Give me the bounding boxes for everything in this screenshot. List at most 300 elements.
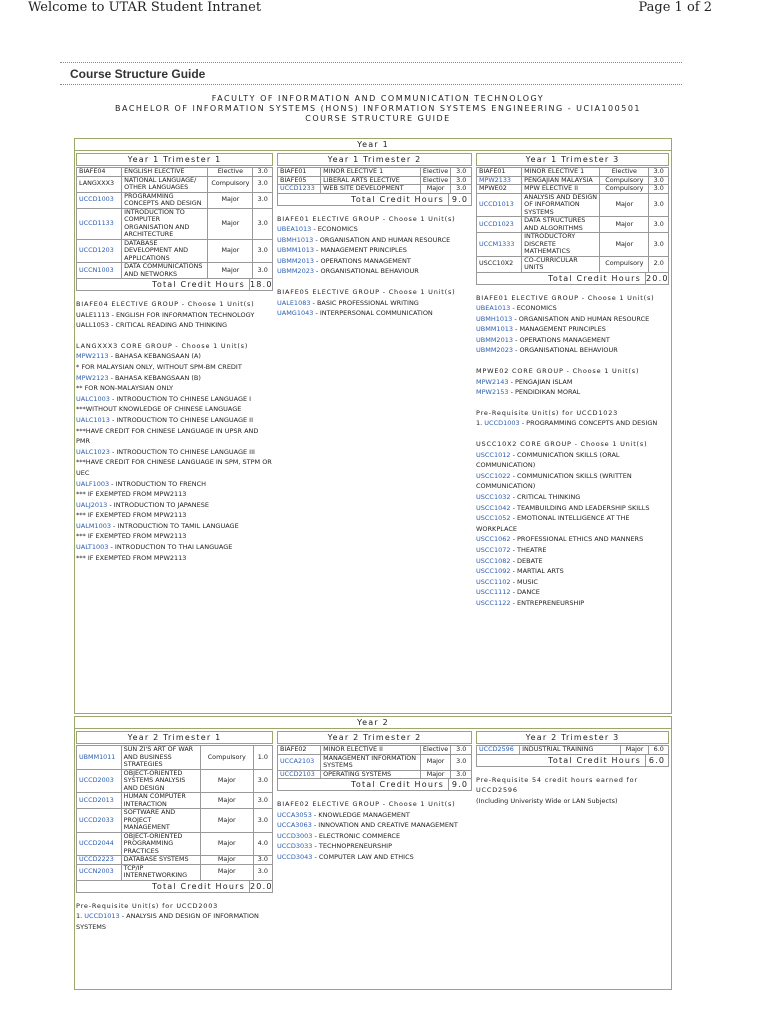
note-line [476,356,669,366]
course-code[interactable] [477,176,522,185]
note-course-title: - TECHNOPRENEURSHIP [312,842,392,851]
total-credit-hours [76,279,273,291]
note-course-title: - BASIC PROFESSIONAL WRITING [310,298,419,307]
course-name: MINOR ELECTIVE 1 [522,168,600,177]
course-code[interactable] [77,856,122,865]
course-code[interactable] [77,769,122,793]
note-line [476,324,669,335]
note-course-link[interactable]: UCCD3043 [277,852,313,861]
course-type: Major [200,832,253,856]
credit-hours: 3.0 [253,263,273,279]
note-course-link[interactable]: UALJ2013 [76,500,108,509]
note-course-title: - ORGANISATION AND HUMAN RESOURCE [313,235,451,244]
credit-hours: 3.0 [253,239,273,263]
course-code-link[interactable]: MPW2133 [479,176,511,184]
course-name: ENGLISH ELECTIVE [122,168,208,177]
course-row [278,185,472,194]
course-type: Elective [420,176,451,185]
course-name: TCP/IP INTERNETWORKING [121,864,200,880]
page-title: Course Structure Guide [70,67,206,81]
course-row [77,176,273,192]
note-line: Pre-Requisite 54 credit hours earned for UCCD2596 [476,775,638,795]
note-course-link[interactable]: UCCD1013 [84,912,120,921]
note-course-link[interactable]: UALE1083 [277,298,311,307]
course-code[interactable] [77,793,122,809]
course-code-link[interactable]: UCCD2013 [79,795,114,804]
credit-hours: 3.0 [649,185,669,194]
note-course-title: - THEATRE [510,545,547,554]
total-value: 9.0 [448,194,471,205]
note-course-title: - INTRODUCTION TO CHINESE LANGUAGE III [109,447,255,456]
note-line [277,266,472,277]
note-course-title: - COMMUNICATION SKILLS (WRITTEN COMMUNICATION) [476,471,632,491]
note-course-link[interactable]: UALM1003 [76,521,111,530]
year1-trimester2 [277,151,472,319]
total-value: 20.0 [250,881,273,891]
course-type: Major [600,193,649,217]
course-row [477,193,669,217]
note-line: UALE1113 - ENGLISH FOR INFORMATION TECHNOLOGY [76,310,255,319]
course-type: Major [420,754,451,770]
course-type: Elective [420,746,451,755]
course-name: DATABASE SYSTEMS [121,856,200,865]
course-row [77,168,273,177]
note-line [277,277,472,287]
divider [60,84,682,85]
note-course-title: - OPERATIONS MANAGEMENT [313,256,411,265]
credit-hours: 6.0 [649,746,669,755]
note-line [76,373,273,384]
course-code-link[interactable]: UCCA2103 [280,757,315,766]
course-code: BIAFE04 [77,168,122,177]
note-course-link[interactable]: UCCD3033 [277,842,313,851]
course-code-link[interactable]: UCCD1233 [280,184,315,192]
course-type: Major [200,864,253,880]
course-name: WEB SITE DEVELOPMENT [321,185,421,194]
note-line: *** IF EXEMPTED FROM MPW2113 [76,511,187,520]
course-code-link[interactable]: UBMM1011 [79,752,116,761]
course-name: DATA STRUCTURES AND ALGORITHMS [522,217,600,233]
course-type: Major [200,793,253,809]
total-value: 20.0 [646,273,669,283]
note-course-title: - BAHASA KEBANGSAAN (A) [108,352,201,361]
note-course-title: - INTRODUCTION TO FRENCH [109,479,207,488]
note-line [476,577,669,588]
note-line: *** IF EXEMPTED FROM MPW2113 [76,532,187,541]
note-line [76,542,273,553]
note-line [476,492,669,503]
course-code: LANGXXX3 [77,176,122,192]
course-row [477,233,669,257]
note-course-title: - ORGANISATION AND HUMAN RESOURCE [512,314,650,323]
note-course-title: - ANALYSIS AND DESIGN OF INFORMATION SYSTEMS [76,912,259,931]
course-code-link[interactable]: UCCN2003 [79,867,114,876]
course-code-link[interactable]: UCCD2044 [79,839,114,847]
course-name: OPERATING SYSTEMS [321,770,421,779]
note-line: * FOR MALAYSIAN ONLY, WITHOUT SPM-BM CREDIT [76,362,242,371]
document-name: COURSE STRUCTURE GUIDE [305,114,451,123]
year2-trimester1 [76,729,273,932]
note-course-title: - COMMUNICATION SKILLS (ORAL COMMUNICATION) [476,450,620,470]
note-course-title: - BAHASA KEBANGSAAN (B) [108,373,201,382]
note-line [476,534,669,545]
course-type: Elective [208,168,253,177]
note-course-title: - EMOTIONAL INTELLIGENCE AT THE WORKPLACE [476,514,630,533]
trimester-header: Year 2 Trimester 3 [476,731,669,744]
note-course-title: - OPERATIONS MANAGEMENT [512,335,610,344]
note-line: UALL1053 - CRITICAL READING AND THINKING [76,321,228,330]
note-course-link[interactable]: UALC1003 [76,394,110,403]
note-line [277,235,472,246]
page-number: Page 1 of 2 [638,0,712,15]
course-code[interactable] [77,208,122,239]
course-notes [277,214,472,319]
faculty-name: FACULTY OF INFORMATION AND COMMUNICATION TECHNOLOGY [211,94,545,103]
course-code-link[interactable]: UCCM1333 [479,239,515,248]
total-value: 18.0 [250,280,273,289]
note-line [476,566,669,577]
note-line [277,224,472,235]
course-code[interactable] [477,233,522,257]
credit-hours: 4.0 [253,832,272,856]
note-course-title: - PENDIDIKAN MORAL [508,388,581,397]
note-line [76,331,273,341]
course-name: INTRODUCTION TO COMPUTER ORGANISATION AND ARCHITECTURE [122,208,208,239]
note-line: BIAFE01 ELECTIVE GROUP - Choose 1 Unit(s) [277,214,456,223]
course-code-link[interactable]: UCCD1013 [479,200,514,208]
note-course-title: - TEAMBUILDING AND LEADERSHIP SKILLS [510,503,650,512]
course-type: Major [208,192,253,208]
course-code-link[interactable]: UCCD2596 [479,745,514,753]
note-line: ***HAVE CREDIT FOR CHINESE LANGUAGE IN UPSR AND PMR [76,426,259,446]
credit-hours: 3.0 [253,192,273,208]
note-course-title: - INTRODUCTION TO CHINESE LANGUAGE II [109,415,254,424]
note-line: MPWE02 CORE GROUP - Choose 1 Unit(s) [476,367,640,376]
intranet-title: Welcome to UTAR Student Intranet [28,0,262,15]
course-code-link[interactable]: UCCD2223 [79,855,114,863]
credit-hours: 3.0 [253,176,273,192]
course-code[interactable] [77,809,122,833]
note-line [76,911,273,932]
note-course-link[interactable]: UCCD1003 [484,419,520,428]
note-course-title: - DANCE [510,588,540,597]
note-course-title: - CRITICAL THINKING [510,493,581,501]
note-course-link[interactable]: USCC1052 [476,514,511,523]
course-type: Major [600,217,649,233]
course-table [476,167,669,273]
note-course-link[interactable]: MPW2113 [76,352,109,361]
note-course-link[interactable]: UBEA1013 [277,225,312,234]
note-line [277,308,472,319]
course-row [278,754,472,770]
total-label: Total Credit Hours [351,194,444,204]
note-line: BIAFE02 ELECTIVE GROUP - Choose 1 Unit(s) [277,800,456,808]
course-name: MINOR ELECTIVE 1 [321,168,421,177]
note-line: BIAFE05 ELECTIVE GROUP - Choose 1 Unit(s) [277,288,456,297]
course-row [77,864,273,880]
credit-hours: 3.0 [451,185,472,194]
note-line: *** IF EXEMPTED FROM MPW2113 [76,553,187,562]
course-code[interactable] [278,770,321,779]
credit-hours: 3.0 [451,168,472,177]
course-type: Major [600,233,649,257]
note-line [476,303,669,314]
note-line [76,500,273,511]
course-code[interactable] [77,864,122,880]
course-code[interactable] [278,754,321,770]
course-type: Elective [600,168,649,177]
note-line [476,503,669,514]
course-table [277,745,472,779]
course-code-link[interactable]: UCCD1203 [79,246,114,254]
course-row [477,176,669,185]
credit-hours: 3.0 [253,864,272,880]
course-row [77,208,273,239]
course-code[interactable] [77,263,122,279]
course-row [477,256,669,272]
course-notes [76,901,273,933]
course-row [77,832,273,856]
course-code-link[interactable]: UCCD1023 [479,219,514,228]
note-course-link[interactable]: UBMH1013 [476,314,513,323]
note-course-link[interactable]: USCC1022 [476,471,511,480]
note-line [277,298,472,309]
note-course-link[interactable]: UBMM2013 [277,256,314,265]
year2-trimester3 [476,729,669,806]
course-row [77,809,273,833]
note-line [76,447,273,458]
note-course-link[interactable]: UBMM2023 [277,267,314,276]
note-line [277,256,472,267]
note-course-link[interactable]: USCC1072 [476,545,511,554]
note-line [476,418,669,429]
note-course-link[interactable]: USCC1042 [476,503,511,512]
note-course-title: - ECONOMICS [510,304,557,313]
credit-hours: 3.0 [253,208,273,239]
note-course-title: - COMPUTER LAW AND ETHICS [312,852,414,861]
course-type: Major [208,208,253,239]
course-code[interactable] [278,185,321,194]
note-course-link[interactable]: UCCD3003 [277,831,313,840]
total-credit-hours [476,273,669,285]
course-row [477,185,669,194]
course-name: OBJECT-ORIENTED PROGRAMMING PRACTICES [121,832,200,856]
course-code[interactable] [477,217,522,233]
course-type: Compulsory [200,746,253,770]
note-course-link[interactable]: MPW2153 [476,388,509,397]
note-course-link[interactable]: UCCA3053 [277,810,312,819]
course-code[interactable] [77,832,122,856]
note-course-title: - INTERPERSONAL COMMUNICATION [313,309,433,318]
year1-header: Year 1 [74,138,672,151]
total-label: Total Credit Hours [152,280,245,289]
note-course-link[interactable]: USCC1032 [476,493,511,501]
course-notes [476,293,669,609]
note-course-title: - MUSIC [510,577,538,586]
note-line: Pre-Requisite Unit(s) for UCCD1023 [476,408,619,417]
note-line [476,598,669,609]
course-name: SUN ZI'S ART OF WAR AND BUSINESS STRATEGIES [121,746,200,770]
total-label: Total Credit Hours [351,780,444,789]
year1-trimester3 [476,151,669,609]
course-name: HUMAN COMPUTER INTERACTION [121,793,200,809]
note-course-title: - MANAGEMENT PRINCIPLES [313,246,407,255]
total-credit-hours [476,755,669,767]
course-code-link[interactable]: UCCD2003 [79,776,114,784]
note-course-link[interactable]: UALC1013 [76,415,110,424]
course-row [278,168,472,177]
note-course-link[interactable]: USCC1122 [476,598,511,607]
note-course-title: - PROGRAMMING CONCEPTS AND DESIGN [519,419,658,428]
note-line [277,820,472,831]
course-code-link[interactable]: UCCD2103 [280,770,315,778]
browser-print-header [0,0,768,16]
note-course-link[interactable]: USCC1062 [476,535,511,544]
year2-trimester2 [277,729,472,863]
total-value: 6.0 [645,755,668,766]
note-line [476,545,669,556]
note-course-title: - MARTIAL ARTS [510,567,564,576]
note-course-link[interactable]: UAMG1043 [277,309,314,318]
course-table [476,745,669,755]
note-course-title: - PROFESSIONAL ETHICS AND MANNERS [510,535,644,544]
course-row [477,217,669,233]
note-course-title: - ECONOMICS [311,225,358,234]
course-code[interactable] [477,746,520,755]
credit-hours: 3.0 [253,809,272,833]
course-code: BIAFE02 [278,746,321,755]
note-course-link[interactable]: UBEA1013 [476,304,511,313]
credit-hours: 3.0 [451,176,472,185]
trimester-header: Year 1 Trimester 1 [76,153,273,166]
course-code-link[interactable]: UCCD1133 [79,218,114,227]
credit-hours: 3.0 [649,176,669,185]
course-code-link[interactable]: UCCD1003 [79,195,114,204]
course-type: Compulsory [600,185,649,194]
note-course-link[interactable]: UBMH1013 [277,235,314,244]
course-table [76,745,273,881]
course-row [77,263,273,279]
course-code: BIAFE05 [278,176,321,185]
note-course-link[interactable]: USCC1102 [476,577,511,586]
note-course-link[interactable]: UBMM2013 [476,335,513,344]
note-line [476,556,669,567]
note-course-link[interactable]: UALF1003 [76,479,110,488]
note-course-link[interactable]: UALT1003 [76,543,109,552]
course-code[interactable] [77,192,122,208]
note-course-link[interactable]: MPW2123 [76,373,109,382]
note-line: Pre-Requisite Unit(s) for UCCD2003 [76,901,219,910]
note-course-title: - PENGAJIAN ISLAM [508,377,573,386]
total-credit-hours [76,881,273,893]
credit-hours: 2.0 [649,256,669,272]
total-label: Total Credit Hours [152,881,245,891]
credit-hours: 3.0 [253,769,272,793]
note-line [476,429,669,439]
course-name: INDUSTRIAL TRAINING [520,746,621,755]
credit-hours: 3.0 [451,746,472,755]
course-notes [277,799,472,863]
course-code[interactable] [77,746,122,770]
note-course-link[interactable]: MPW2143 [476,377,509,386]
course-name: MINOR ELECTIVE II [321,746,421,755]
note-line [277,831,472,842]
course-row [278,770,472,779]
trimester-header: Year 2 Trimester 2 [277,731,472,744]
credit-hours: 3.0 [649,193,669,217]
course-name: SOFTWARE AND PROJECT MANAGEMENT [121,809,200,833]
note-line [476,377,669,388]
note-course-title: - DEBATE [510,556,543,565]
course-code-link[interactable]: UCCD2033 [79,815,114,824]
course-row [77,793,273,809]
year1-trimester1 [76,151,273,563]
note-line [76,415,273,426]
course-name: ANALYSIS AND DESIGN OF INFORMATION SYSTEMS [522,193,600,217]
trimester-header: Year 1 Trimester 2 [277,153,472,166]
note-course-title: - INTRODUCTION TO THAI LANGUAGE [108,543,233,552]
course-code-link[interactable]: UCCN1003 [79,265,114,274]
course-notes [76,299,273,563]
note-line [476,335,669,346]
note-line [76,479,273,490]
note-course-link[interactable]: USCC1082 [476,556,511,565]
course-row [278,176,472,185]
note-line: BIAFE04 ELECTIVE GROUP - Choose 1 Unit(s) [76,300,255,308]
note-line [476,471,669,492]
course-code: BIAFE01 [278,168,321,177]
note-course-link[interactable]: UBMM1013 [476,325,513,334]
note-course-title: - INNOVATION AND CREATIVE MANAGEMENT [311,821,458,830]
note-course-link[interactable]: USCC1112 [476,588,511,597]
note-course-title: - KNOWLEDGE MANAGEMENT [311,810,410,819]
credit-hours: 3.0 [253,168,273,177]
trimester-header: Year 1 Trimester 3 [476,153,669,166]
course-code[interactable] [477,193,522,217]
note-course-link[interactable]: UALC1023 [76,447,110,456]
note-course-link[interactable]: USCC1092 [476,567,511,576]
divider [60,62,682,63]
note-course-title: - INTRODUCTION TO CHINESE LANGUAGE I [109,394,252,403]
note-course-title: - ELECTRONIC COMMERCE [312,831,401,840]
note-line [277,841,472,852]
credit-hours: 3.0 [649,233,669,257]
course-row [77,856,273,865]
course-row [77,769,273,793]
note-course-link[interactable]: UBMM1013 [277,246,314,255]
course-name: LIBERAL ARTS ELECTIVE [321,176,421,185]
note-course-title: - ORGANISATIONAL BEHAVIOUR [313,267,419,276]
note-course-link[interactable]: USCC1012 [476,450,511,459]
year2-header: Year 2 [74,716,672,729]
note-line: (Including Univeristy Wide or LAN Subjects) [476,796,618,805]
note-prefix: 1. [476,419,485,428]
course-name: MPW ELECTIVE II [522,185,600,194]
course-type: Major [208,263,253,279]
credit-hours: 3.0 [451,770,472,779]
course-type: Major [200,856,253,865]
course-type: Compulsory [600,256,649,272]
course-name: DATA COMMUNICATIONS AND NETWORKS [122,263,208,279]
course-code[interactable] [77,239,122,263]
note-course-link[interactable]: UBMM2023 [476,346,513,355]
course-name: DATABASE DEVELOPMENT AND APPLICATIONS [122,239,208,263]
note-line: USCC10X2 CORE GROUP - Choose 1 Unit(s) [476,440,648,449]
course-row [77,746,273,770]
credit-hours: 3.0 [451,754,472,770]
note-line [476,450,669,471]
note-course-link[interactable]: UCCA3063 [277,821,312,830]
